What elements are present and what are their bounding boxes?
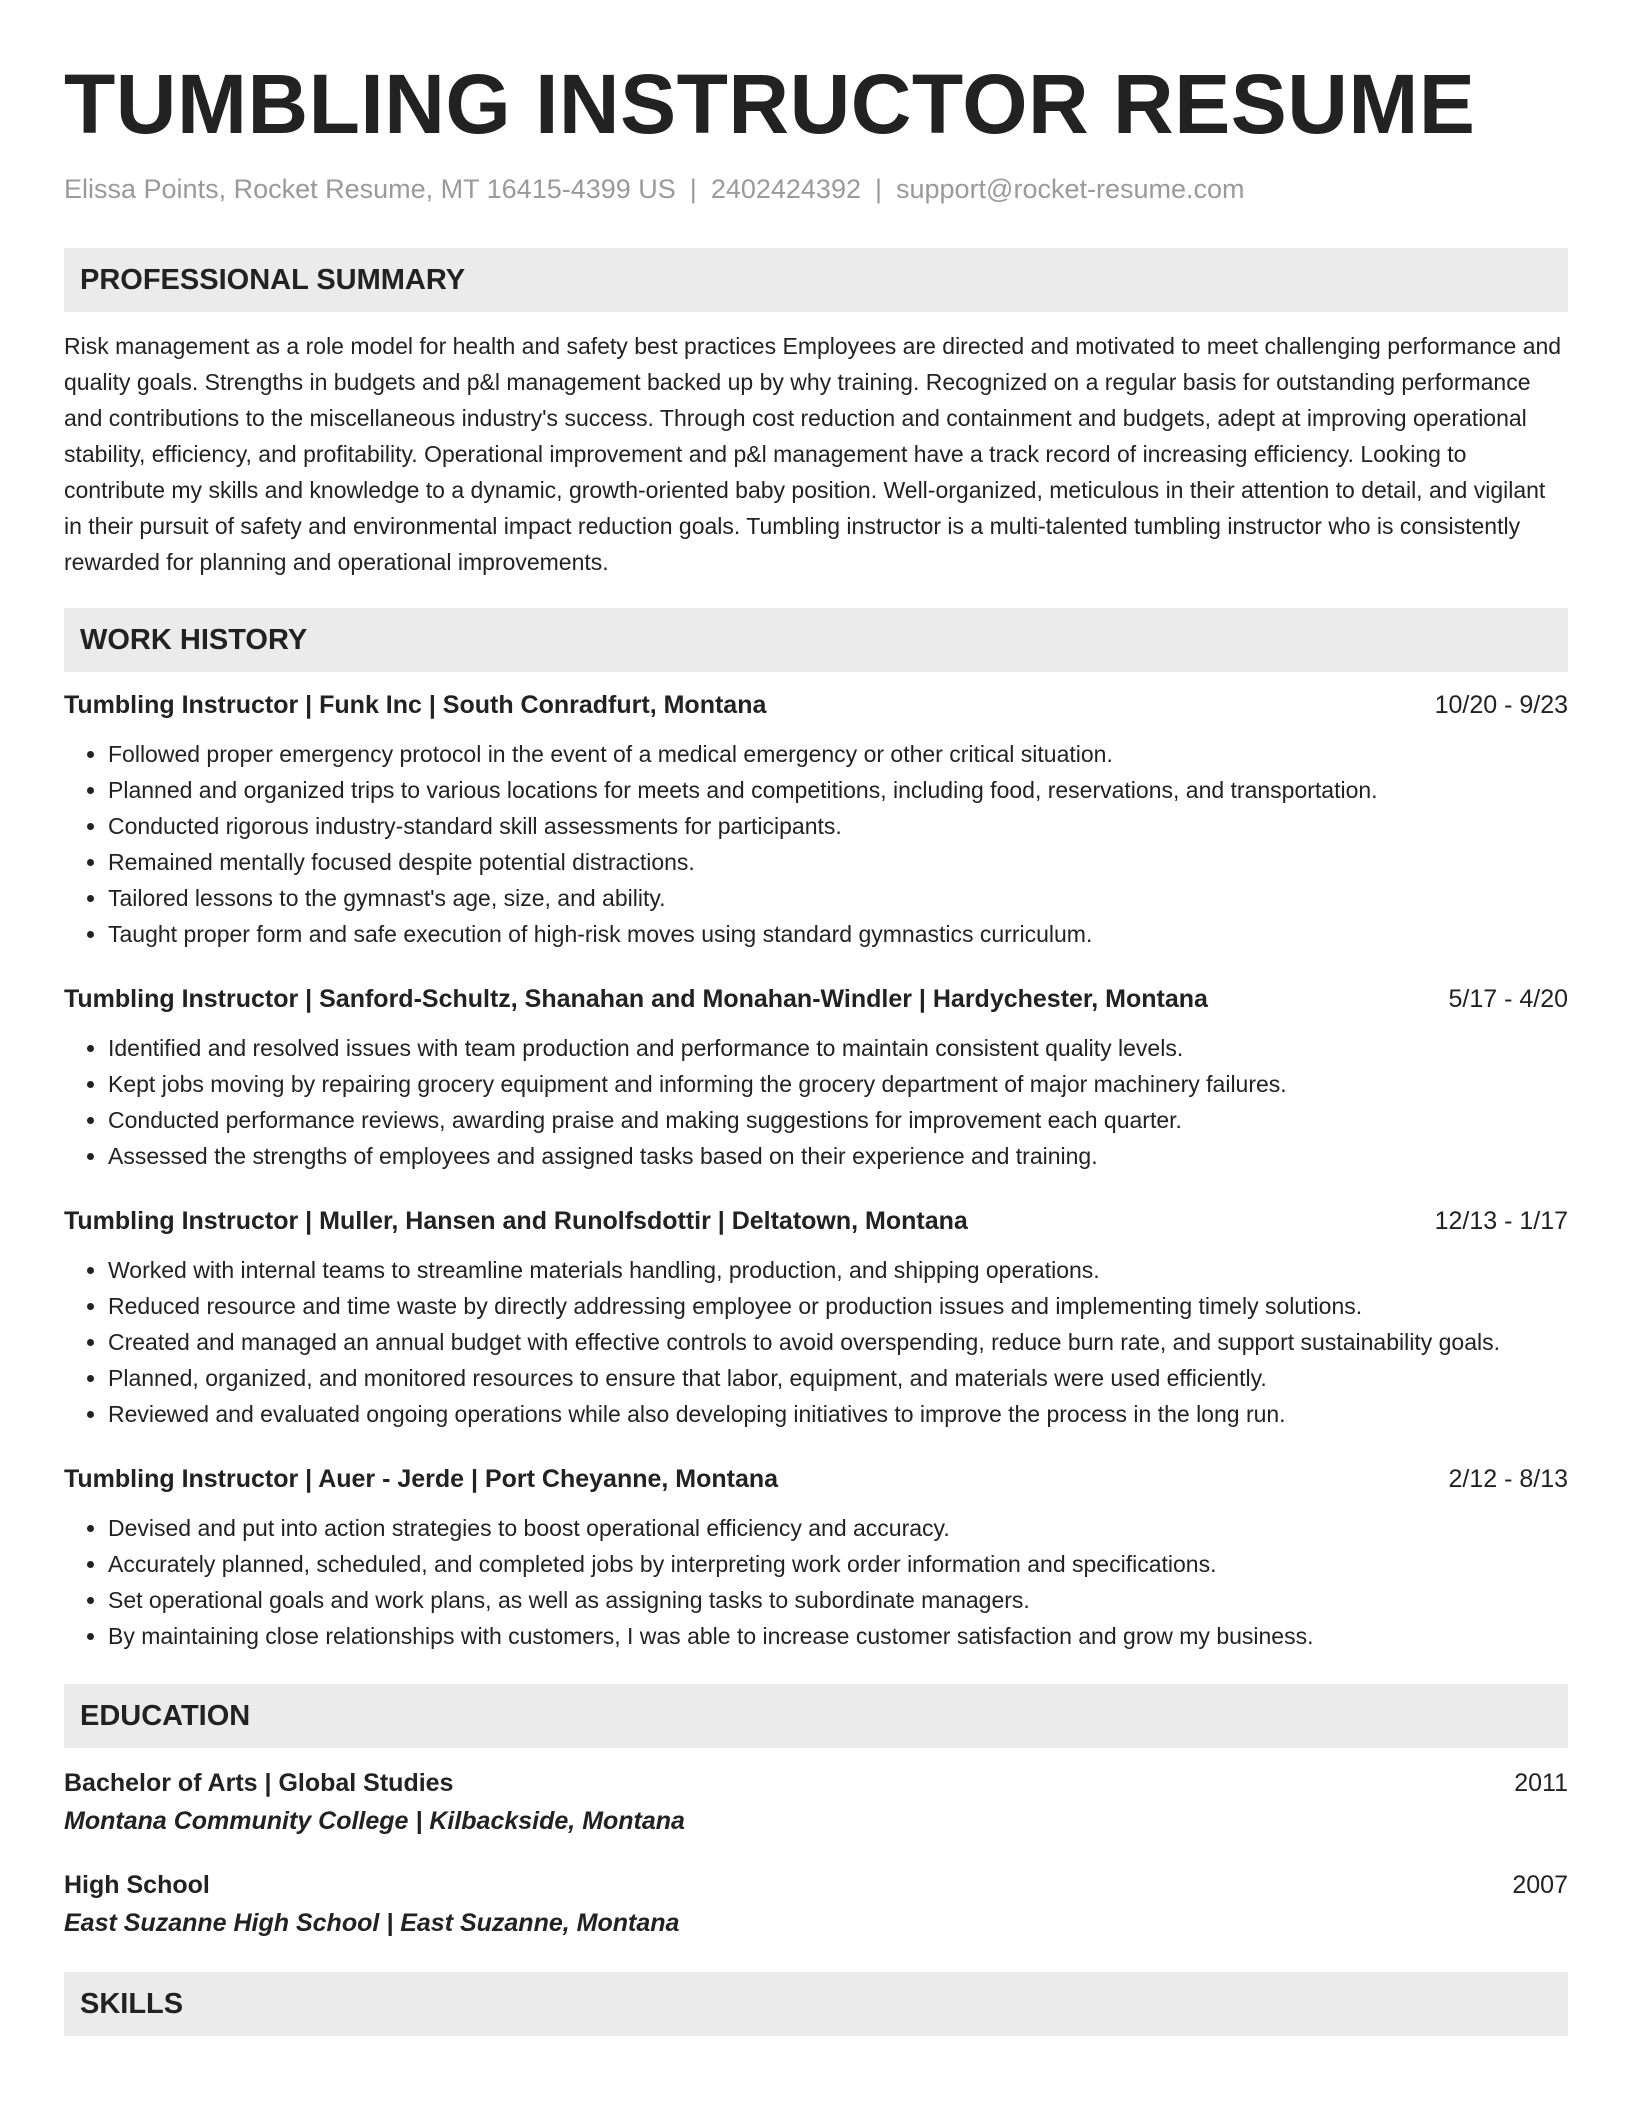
job-dates: 2/12 - 8/13 (1448, 1465, 1568, 1493)
contact-separator: | (874, 174, 882, 204)
section-header-work-history: WORK HISTORY (64, 608, 1568, 672)
contact-line (64, 172, 1568, 206)
education-year: 2007 (1512, 1871, 1568, 1899)
education-header (64, 1866, 1568, 1904)
job-bullet: • Assessed the strengths of employees and assigned tasks based on their experience and training. (108, 1138, 1568, 1174)
education-school: East Suzanne High School | East Suzanne, Montana (64, 1909, 680, 1937)
education-header (64, 1764, 1568, 1802)
section-header-summary: PROFESSIONAL SUMMARY (64, 248, 1568, 312)
job-title: Tumbling Instructor | Funk Inc | South Conradfurt, Montana (64, 691, 767, 719)
education-degree: High School (64, 1871, 210, 1899)
job-bullet: • Reduced resource and time waste by directly addressing employee or production issues and implementing timely solutions. (108, 1288, 1568, 1324)
job-title: Tumbling Instructor | Auer - Jerde | Port Cheyanne, Montana (64, 1465, 779, 1493)
contact-phone: 2402424392 (710, 174, 861, 204)
job-bullet: • Worked with internal teams to streamline materials handling, production, and shipping operations. (108, 1252, 1568, 1288)
resume-title: TUMBLING INSTRUCTOR RESUME (64, 57, 1476, 151)
education-degree: Bachelor of Arts | Global Studies (64, 1769, 454, 1797)
job-entry (64, 1462, 1568, 1654)
job-bullet: • Identified and resolved issues with team production and performance to maintain consistent quality levels. (108, 1030, 1568, 1066)
job-bullet: • Created and managed an annual budget with effective controls to avoid overspending, reduce burn rate, and support sustainability goals. (108, 1324, 1568, 1360)
job-bullets (64, 736, 1568, 952)
job-bullet: • Devised and put into action strategies to boost operational efficiency and accuracy. (108, 1510, 1568, 1546)
job-header (64, 688, 1568, 722)
job-bullet: • Taught proper form and safe execution of high-risk moves using standard gymnastics curriculum. (108, 916, 1568, 952)
job-entry (64, 1204, 1568, 1432)
education-entry (64, 1866, 1568, 1942)
job-bullet: • Planned, organized, and monitored resources to ensure that labor, equipment, and materials were used efficiently. (108, 1360, 1568, 1396)
contact-separator: | (689, 174, 697, 204)
section-header-education: EDUCATION (64, 1684, 1568, 1748)
job-bullet: • Accurately planned, scheduled, and completed jobs by interpreting work order information and specifications. (108, 1546, 1568, 1582)
job-bullet: • Reviewed and evaluated ongoing operations while also developing initiatives to improve the process in the long run. (108, 1396, 1568, 1432)
job-header (64, 1462, 1568, 1496)
job-bullet: • Kept jobs moving by repairing grocery equipment and informing the grocery department of major machinery failures. (108, 1066, 1568, 1102)
job-title: Tumbling Instructor | Muller, Hansen and Runolfsdottir | Deltatown, Montana (64, 1207, 968, 1235)
job-header (64, 1204, 1568, 1238)
job-title: Tumbling Instructor | Sanford-Schultz, Shanahan and Monahan-Windler | Hardychester, Montana (64, 985, 1208, 1013)
job-bullets (64, 1030, 1568, 1174)
contact-email: support@rocket-resume.com (896, 174, 1245, 204)
job-dates: 10/20 - 9/23 (1434, 691, 1568, 719)
job-dates: 12/13 - 1/17 (1434, 1207, 1568, 1235)
section-header-skills: SKILLS (64, 1972, 1568, 2036)
job-entry (64, 982, 1568, 1174)
job-bullet: • By maintaining close relationships with customers, I was able to increase customer satisfaction and grow my business. (108, 1618, 1568, 1654)
job-bullet: • Remained mentally focused despite potential distractions. (108, 844, 1568, 880)
job-bullet: • Conducted rigorous industry-standard skill assessments for participants. (108, 808, 1568, 844)
job-bullet: • Planned and organized trips to various locations for meets and competitions, including food, reservations, and transportation. (108, 772, 1568, 808)
contact-address: Elissa Points, Rocket Resume, MT 16415-4399 US (64, 174, 676, 204)
job-bullets (64, 1252, 1568, 1432)
job-bullet: • Set operational goals and work plans, as well as assigning tasks to subordinate managers. (108, 1582, 1568, 1618)
education-school: Montana Community College | Kilbackside, Montana (64, 1807, 685, 1835)
education-year: 2011 (1514, 1769, 1568, 1797)
job-bullet: • Tailored lessons to the gymnast's age, size, and ability. (108, 880, 1568, 916)
education-entry (64, 1764, 1568, 1840)
summary-text: Risk management as a role model for health and safety best practices Employees are directed and motivated to meet challenging performance and quality goals. Strengths in budgets and p&l management backed up by why training. Recognized on a regular basis for outstanding performance and contributions to the miscellaneous industry's success. Through cost reduction and containment and budgets, adept at improving operational stability, efficiency, and profitability. Operational improvement and p&l management have a track record of increasing efficiency. Looking to contribute my skills and knowledge to a dynamic, growth-oriented baby position. Well-organized, meticulous in their attention to detail, and vigilant in their pursuit of safety and environmental impact reduction goals. Tumbling instructor is a multi-talented tumbling instructor who is consistently rewarded for planning and operational improvements. (64, 333, 1562, 575)
job-entry (64, 688, 1568, 952)
job-dates: 5/17 - 4/20 (1448, 985, 1568, 1013)
job-bullets (64, 1510, 1568, 1654)
job-bullet: • Conducted performance reviews, awarding praise and making suggestions for improvement each quarter. (108, 1102, 1568, 1138)
job-bullet: • Followed proper emergency protocol in the event of a medical emergency or other critical situation. (108, 736, 1568, 772)
job-header (64, 982, 1568, 1016)
